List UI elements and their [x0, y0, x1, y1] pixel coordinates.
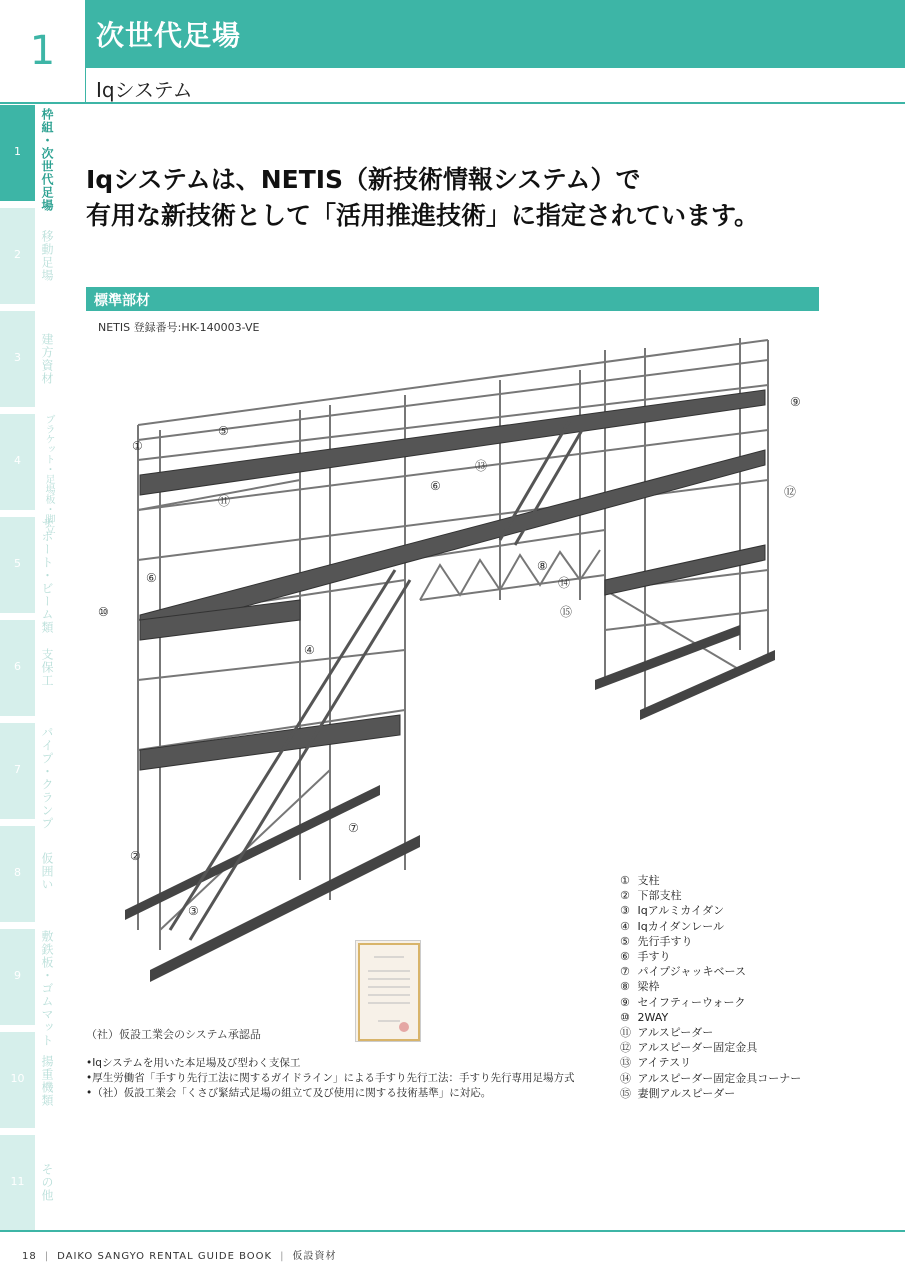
parts-item: ⑤ 先行手すり: [620, 934, 693, 948]
sidebar-tab-9[interactable]: [0, 929, 35, 1025]
callout-10: ⑩: [98, 605, 109, 619]
certificate-image: [355, 940, 421, 1042]
callout-11: ⑪: [218, 494, 231, 508]
sidebar-tab-5[interactable]: [0, 517, 35, 613]
feature-item: •Iqシステムを用いた本足場及び型わく支保工: [86, 1057, 301, 1069]
footer-rule: [0, 1230, 905, 1232]
callout-9: ⑨: [790, 395, 801, 409]
sidebar-tab-number: 2: [14, 248, 21, 261]
sidebar-label-1[interactable]: 枠組・次世代足場: [40, 108, 54, 212]
parts-item: ② 下部支柱: [620, 889, 682, 903]
chapter-number: 1: [0, 0, 85, 103]
chapter-subtitle: Iqシステム: [96, 78, 193, 102]
parts-item: ① 支柱: [620, 874, 660, 887]
sidebar-tab-11[interactable]: [0, 1135, 35, 1230]
sidebar-label-7[interactable]: パイプ・クランプ: [40, 726, 54, 830]
parts-list: [620, 873, 801, 1101]
callout-1: ①: [132, 439, 143, 453]
sidebar-label-9[interactable]: 敷鉄板・ゴムマット: [40, 930, 54, 1047]
feature-list: [86, 1056, 575, 1101]
book-title: DAIKO SANGYO RENTAL GUIDE BOOK: [57, 1251, 273, 1262]
sidebar-tab-number: 5: [14, 557, 21, 570]
feature-item: •厚生労働省「手すり先行工法に関するガイドライン」による手すり先行工法：手すり先行専用足場方式: [86, 1072, 575, 1084]
headline-line-2: 有用な新技術として「活用推進技術」に指定されています。: [86, 201, 760, 230]
sidebar-tab-number: 6: [14, 660, 21, 673]
sidebar-tab-number: 7: [14, 763, 21, 776]
sidebar-label-4[interactable]: ブラケット・足場板・脚立: [43, 414, 54, 534]
callout-2: ②: [130, 849, 141, 863]
sidebar-tab-2[interactable]: [0, 208, 35, 304]
sidebar-tab-8[interactable]: [0, 826, 35, 922]
parts-item: ⑫ アルスピーダー固定金具: [620, 1041, 758, 1055]
sidebar-tab-number: 11: [10, 1175, 25, 1188]
certificate-graphic: [356, 941, 422, 1043]
callout-13: ⑬: [475, 459, 488, 473]
sidebar-tab-1[interactable]: [0, 105, 35, 201]
headline-line-1: Iqシステムは、NETIS（新技術情報システム）で: [86, 165, 641, 194]
callout-15: ⑮: [560, 605, 573, 619]
sidebar-tab-number: 8: [14, 866, 21, 879]
callout-4: ④: [304, 643, 315, 657]
callout-6a: ⑥: [430, 479, 441, 493]
sidebar-tab-10[interactable]: [0, 1032, 35, 1128]
parts-item: ⑪ アルスピーダー: [620, 1026, 714, 1040]
parts-item: ④ Iqカイダンレール: [620, 919, 725, 933]
sidebar-tab-4[interactable]: [0, 414, 35, 510]
section-header: [86, 287, 819, 311]
sidebar-label-5[interactable]: サポート・ビーム類: [40, 517, 54, 634]
sidebar-tab-number: 9: [14, 969, 21, 982]
title-bar: [86, 0, 905, 68]
sidebar-label-6[interactable]: 支保工: [40, 648, 54, 687]
parts-item: ⑮ 妻側アルスピーダー: [620, 1086, 736, 1100]
callout-12: ⑫: [784, 485, 797, 499]
parts-item: ⑬ アイテスリ: [620, 1056, 692, 1070]
sidebar-tab-3[interactable]: [0, 311, 35, 407]
callout-14: ⑭: [558, 576, 571, 590]
headline: [86, 162, 759, 234]
parts-item: ⑦ パイプジャッキベース: [620, 965, 746, 979]
parts-item: ③ Iqアルミカイダン: [620, 904, 725, 918]
page-number: 18: [22, 1251, 37, 1262]
parts-item: ⑭ アルスピーダー固定金具コーナー: [620, 1071, 802, 1085]
sidebar-label-8[interactable]: 仮囲い: [40, 852, 54, 891]
sidebar-tab-6[interactable]: [0, 620, 35, 716]
sidebar-tab-7[interactable]: [0, 723, 35, 819]
header-rule: [0, 102, 905, 104]
footer-category: 仮設資材: [292, 1251, 337, 1262]
callout-6b: ⑥: [146, 571, 157, 585]
footer: 18 | DAIKO SANGYO RENTAL GUIDE BOOK | 仮設資材: [22, 1251, 337, 1262]
parts-item: ⑩ 2WAY: [620, 1010, 669, 1024]
sidebar-label-10[interactable]: 揚重機類: [40, 1055, 54, 1107]
parts-item: ⑧ 梁枠: [620, 980, 660, 994]
sidebar-label-2[interactable]: 移動足場: [40, 230, 54, 282]
sidebar-tab-number: 1: [14, 145, 21, 158]
callout-5: ⑤: [218, 424, 229, 438]
sidebar-label-11[interactable]: その他: [40, 1163, 54, 1202]
callout-3: ③: [188, 904, 199, 918]
section-title: 標準部材: [94, 293, 150, 309]
sidebar-label-3[interactable]: 建方資材: [40, 333, 54, 385]
sidebar-tab-number: 4: [14, 454, 21, 467]
certificate-caption: （社）仮設工業会のシステム承認品: [86, 1028, 261, 1041]
netis-number: NETIS 登録番号:HK-140003-VE: [98, 321, 260, 334]
parts-item: ⑨ セイフティーウォーク: [620, 995, 746, 1009]
feature-item: •（社）仮設工業会「くさび緊結式足場の組立て及び使用に関する技術基準」に対応。: [86, 1087, 492, 1099]
sidebar-tab-number: 10: [10, 1072, 25, 1085]
sidebar-tab-number: 3: [14, 351, 21, 364]
chapter-title: 次世代足場: [96, 19, 242, 52]
scaffold-decks: [140, 390, 765, 770]
callout-8: ⑧: [537, 559, 548, 573]
parts-item: ⑥ 手すり: [620, 950, 671, 964]
callout-7: ⑦: [348, 821, 359, 835]
